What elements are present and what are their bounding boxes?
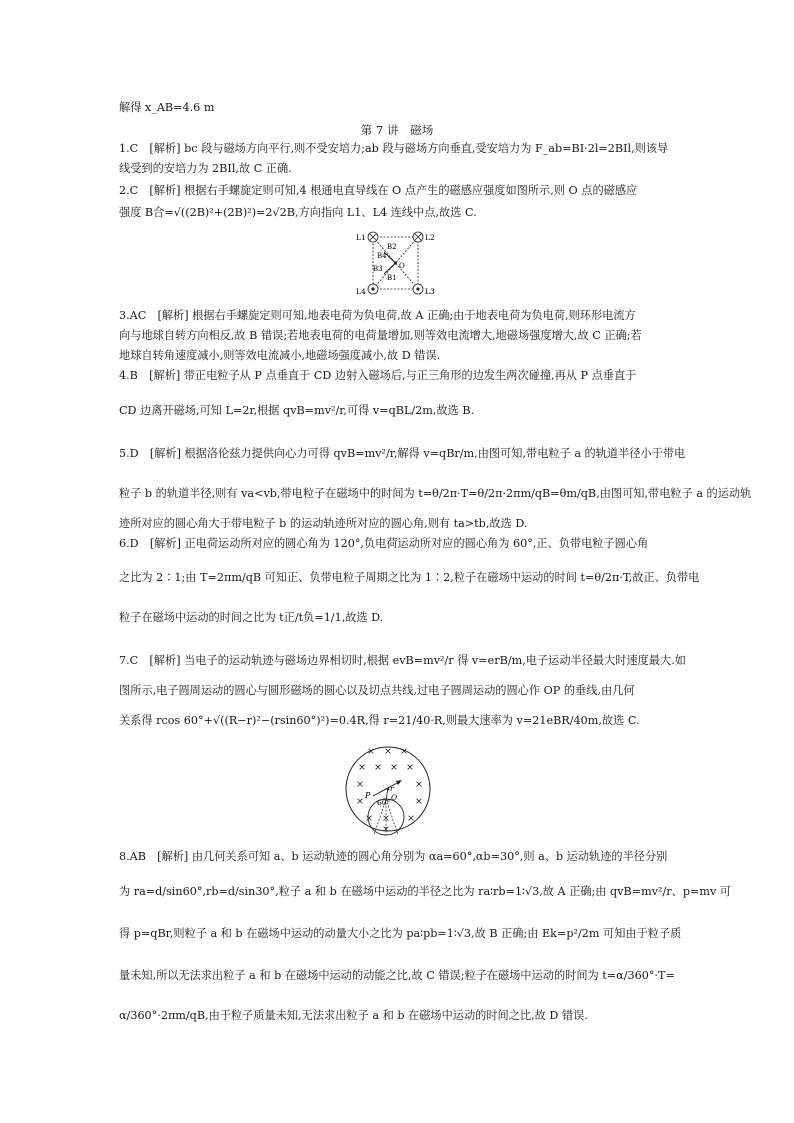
top-line: 解得 x_AB=4.6 m	[119, 101, 215, 114]
item-6-line-1: 6.D [解析] 正电荷运动所对应的圆心角为 120°,负电荷运动所对应的圆心角为 60°,正、负带电粒子圆心角	[119, 537, 649, 550]
svg-text:×: ×	[406, 762, 414, 773]
item-8-line-5: α/360°·2πm/qB,由于粒子质量未知,无法求出粒子 a 和 b 在磁场中运动的时间之比,故 D 错误.	[119, 1009, 588, 1022]
item-1-line-2: 线受到的安培力为 2BIl,故 C 正确.	[119, 162, 292, 175]
item-8-line-4: 量未知,所以无法求出粒子 a 和 b 在磁场中运动的动能之比,故 C 错误;粒子在磁场中运动的时间为 t=α/360°·T=	[119, 969, 675, 982]
label-O: O	[399, 262, 405, 270]
svg-text:×: ×	[356, 779, 364, 790]
item-7-line-3: 关系得 rcos 60°+√((R−r)²−(rsin60°)²)=0.4R,得 r=21/40·R,则最大速率为 v=21eBR/40m,故选 C.	[119, 714, 640, 727]
item-7-line-1: 7.C [解析] 当电子的运动轨迹与磁场边界相切时,根据 evB=mv²/r 得 v=erB/m,电子运动半径最大时速度最大.如	[119, 654, 686, 667]
svg-text:×: ×	[384, 746, 392, 757]
item-3-line-2: 向与地球自转方向相反,故 B 错误;若地表电荷的电荷量增加,则等效电流增大,地磁场强度增大,故 C 正确;若	[119, 329, 642, 342]
svg-text:×: ×	[374, 762, 382, 773]
item-8-line-2: 为 ra=d/sin60°,rb=d/sin30°,粒子 a 和 b 在磁场中运动的半径之比为 ra∶rb=1∶√3,故 A 正确;由 qvB=mv²/r、p=mv 可	[119, 885, 732, 898]
label-L2: L2	[425, 233, 435, 242]
item-7-line-2: 图所示,电子圆周运动的圆心与圆形磁场的圆心以及切点共线,过电子圆周运动的圆心作 OP 的垂线,由几何	[119, 684, 635, 697]
label-angle: 60°	[377, 798, 391, 807]
svg-text:×: ×	[358, 762, 366, 773]
label-B1: B1	[387, 274, 397, 282]
item-2-line-2: 强度 B合=√((2B)²+(2B)²)=2√2B,方向指向 L1、L4 连线中点,故选 C.	[119, 206, 477, 219]
label-P: P	[365, 791, 371, 800]
label-r: r	[390, 784, 394, 793]
item-1-line-1: 1.C [解析] bc 段与磁场方向平行,则不受安培力;ab 段与磁场方向垂直,受安培力为 F_ab=BI·2l=2BIl,则该导	[119, 142, 669, 155]
figure-four-wires	[352, 228, 444, 300]
item-6-line-2: 之比为 2∶1;由 T=2πm/qB 可知正、负带电粒子周期之比为 1∶2,粒子在磁场中运动的时间 t=θ/2π·T,故正、负带电	[119, 571, 700, 584]
item-5-line-3: 迹所对应的圆心角大于带电粒子 b 的运动轨迹所对应的圆心角,则有 ta>tb,故选 D.	[119, 517, 528, 530]
label-O: O	[391, 793, 398, 802]
item-3-line-3: 地球自转角速度减小,则等效电流减小,地磁场强度减小,故 D 错误.	[119, 349, 441, 362]
svg-text:×: ×	[367, 746, 375, 757]
item-3-line-1: 3.AC [解析] 根据右手螺旋定则可知,地表电荷为负电荷,故 A 正确;由于地表电荷为负电荷,则环形电流方	[119, 309, 636, 322]
item-6-line-3: 粒子在磁场中运动的时间之比为 t正/t负=1/1,故选 D.	[119, 611, 384, 624]
item-5-line-2: 粒子 b 的轨道半径,则有 va<vb,带电粒子在磁场中的时间为 t=θ/2π·T=θ/2π·2πm/qB=θm/qB,由图可知,带电粒子 a 的运动轨	[119, 487, 752, 500]
figure-circular-field	[344, 742, 444, 840]
item-5-line-1: 5.D [解析] 根据洛伦兹力提供向心力可得 qvB=mv²/r,解得 v=qBr/m,由图可知,带电粒子 a 的轨道半径小于带电	[119, 447, 686, 460]
svg-text:×: ×	[400, 746, 408, 757]
svg-text:×: ×	[390, 762, 398, 773]
svg-text:×: ×	[382, 824, 390, 835]
label-L4: L4	[356, 287, 366, 296]
label-B4: B4	[377, 252, 387, 260]
label-B2: B2	[387, 243, 397, 251]
svg-text:×: ×	[382, 813, 390, 824]
label-L1: L1	[356, 233, 366, 242]
label-L3: L3	[425, 287, 435, 296]
svg-text:×: ×	[356, 796, 364, 807]
svg-text:×: ×	[365, 813, 373, 824]
item-4-line-2: CD 边离开磁场,可知 L=2r,根据 qvB=mv²/r,可得 v=qBL/2m,故选 B.	[119, 404, 475, 417]
item-4-line-1: 4.B [解析] 带正电粒子从 P 点垂直于 CD 边射入磁场后,与正三角形的边发生两次碰撞,再从 P 点垂直于	[119, 369, 637, 382]
section-title: 第 7 讲 磁场	[360, 123, 434, 137]
label-B3: B3	[373, 265, 383, 273]
svg-text:×: ×	[407, 813, 415, 824]
svg-text:×: ×	[415, 779, 423, 790]
item-8-line-3: 得 p=qBr,则粒子 a 和 b 在磁场中运动的动量大小之比为 pa∶pb=1∶√3,故 B 正确;由 Ek=p²/2m 可知由于粒子质	[119, 927, 682, 940]
item-8-line-1: 8.AB [解析] 由几何关系可知 a、b 运动轨迹的圆心角分别为 αa=60°,αb=30°,则 a、b 运动轨迹的半径分别	[119, 850, 668, 863]
item-2-line-1: 2.C [解析] 根据右手螺旋定则可知,4 根通电直导线在 O 点产生的磁感应强度如图所示,则 O 点的磁感应	[119, 184, 638, 197]
svg-text:×: ×	[415, 796, 423, 807]
